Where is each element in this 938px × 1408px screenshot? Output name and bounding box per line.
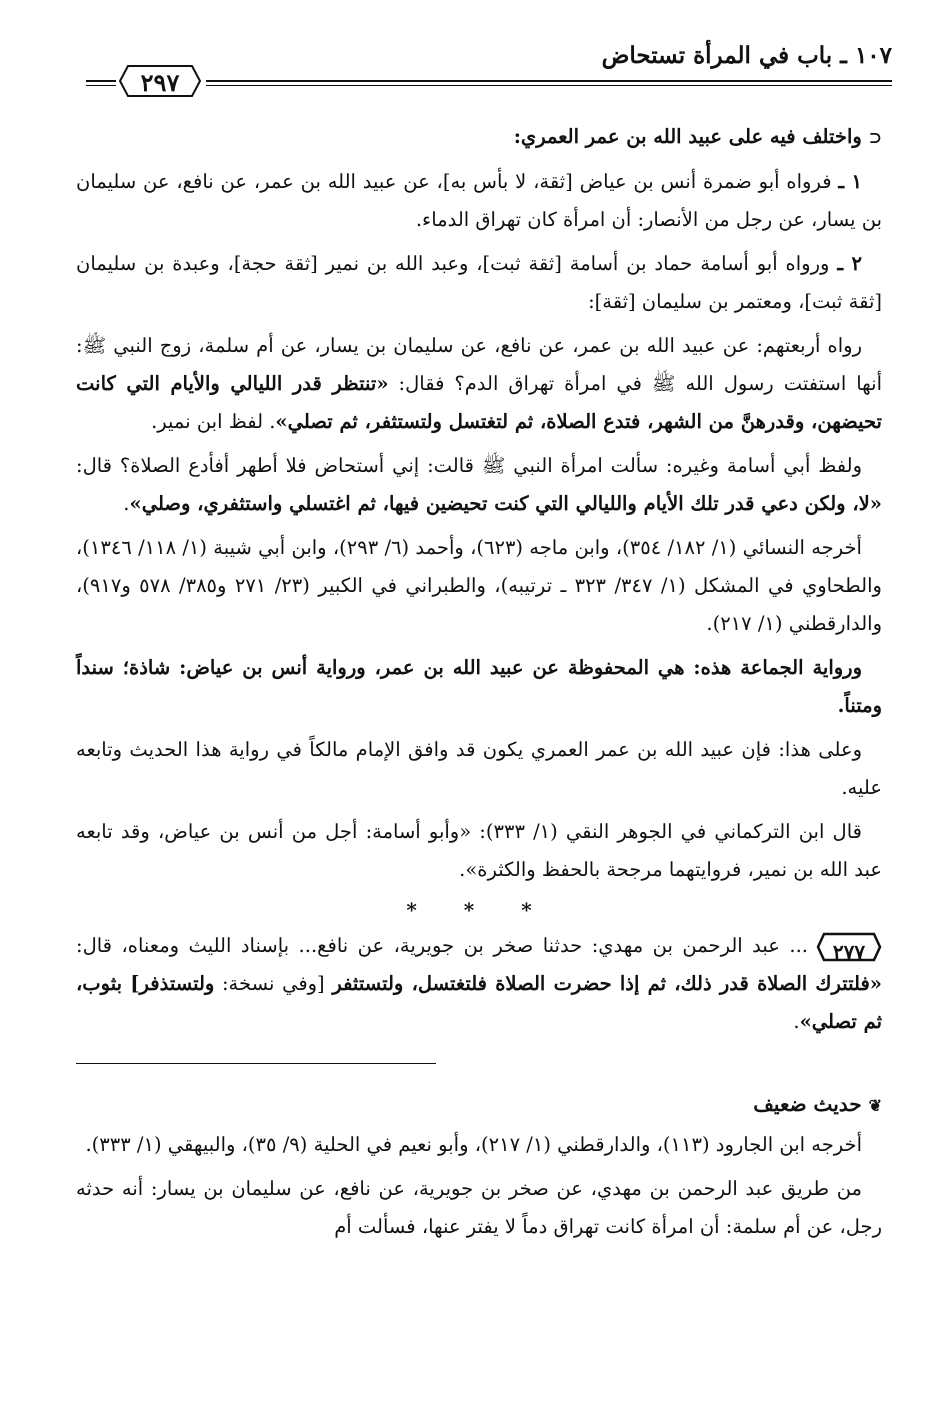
grade-paragraph-2: من طريق عبد الرحمن بن مهدي، عن صخر بن جويرية، عن نافع، عن سليمان بن يسار: أنه حدثه رجل، عن أم سلمة: أن امرأة كانت تهراق دماً لا يفتر عنها، فسألت أم (76, 1177, 882, 1238)
paragraph-3-quote: «تنتظر قدر الليالي والأيام التي كانت تحيضهن، وقدرهنَّ من الشهر، فتدع الصلاة، ثم لتغتسل ولتستثفر، ثم تصلي» (76, 372, 882, 433)
header-rule (206, 80, 892, 82)
paragraph-6 (76, 649, 882, 725)
grade-paragraph-1: أخرجه ابن الجارود (١١٣)، والدارقطني (١/ ٢١٧)، وأبو نعيم في الحلية (٩/ ٣٥)، والبيهقي (١/ ٣٣٣). (85, 1133, 862, 1156)
paragraph-1-text: فرواه أبو ضمرة أنس بن عياض [ثقة، لا بأس به]، عن عبيد الله بن عمر، عن نافع، عن سليمان بن يسار، عن رجل من الأنصار: أن امرأة كان تهراق الدماء. (76, 170, 882, 231)
paragraph-4-text: ولفظ أبي أسامة وغيره: سألت امرأة النبي ﷺ قالت: إني أستحاض فلا أطهر أفأدع الصلاة؟ قال: (76, 454, 862, 477)
page-number-badge (118, 62, 202, 100)
grade-heading (76, 1088, 882, 1122)
grade-marker-icon: ❦ (868, 1096, 882, 1115)
page-number: ٢٩٧ (140, 68, 180, 97)
hadith-number-badge (816, 931, 882, 963)
hadith-277 (76, 927, 882, 1041)
page-body (76, 118, 882, 1252)
paragraph-2-text: ورواه أبو أسامة حماد بن أسامة [ثقة ثبت]، وعبد الله بن نمير [ثقة حجة]، وعبدة بن سليمان [ثقة ثبت]، ومعتمر بن سليمان [ثقة]: (76, 252, 882, 313)
hadith-tail: . (793, 1010, 800, 1033)
header-rule-thin (206, 85, 892, 86)
paragraph-2 (76, 245, 882, 321)
grade-text: حديث ضعيف (753, 1092, 862, 1116)
paragraph-5: أخرجه النسائي (١/ ١٨٢/ ٣٥٤)، وابن ماجه (٦٢٣)، وأحمد (٦/ ٢٩٣)، وابن أبي شيبة (١/ ١١٨/ ١٣٤٦)، والطحاوي في المشكل (١/ ٣٤٧/ ٣٢٣ ـ ترتيبه)، والطبراني في الكبير (٢٣/ ٢٧١ و٣٨٥/ ٥٧٨ و٩١٧)، والدارقطني (١/ ٢١٧). (76, 536, 882, 635)
header-rule-left (86, 80, 116, 82)
paragraph-4-tail: . (123, 492, 130, 515)
page-header (86, 42, 892, 102)
chapter-title: ١٠٧ ـ باب في المرأة تستحاض (601, 42, 892, 69)
paragraph-3-text: رواه أربعتهم: عن عبيد الله بن عمر، عن نافع، عن سليمان بن يسار، عن أم سلمة، زوج النبي ﷺ: أنها استفتت رسول الله ﷺ في امرأة تهراق الدم؟ فقال: (76, 334, 882, 395)
hadith-note: [وفي نسخة: (214, 972, 333, 995)
paragraph-1-number: ١ ـ (838, 170, 862, 193)
hadith-quote-2: ولتستذفر] بثوب، ثم تصلي» (76, 972, 882, 1033)
paragraph-2-number: ٢ ـ (837, 252, 862, 275)
paragraph-1 (76, 163, 882, 239)
paragraph-6-text: ورواية الجماعة هذه: هي المحفوظة عن عبيد الله بن عمر، ورواية أنس بن عياض: شاذة؛ سنداً ومتناً. (76, 656, 882, 717)
section-heading (76, 118, 882, 157)
section-separator: * * * (406, 898, 552, 922)
paragraph-3-tail: . لفظ ابن نمير. (151, 410, 276, 433)
paragraph-7: وعلى هذا: فإن عبيد الله بن عمر العمري يكون قد وافق الإمام مالكاً في رواية هذا الحديث وتابعه عليه. (76, 738, 882, 799)
header-rule-left-thin (86, 85, 116, 86)
hadith-text: ... عبد الرحمن بن مهدي: حدثنا صخر بن جويرية، عن نافع... بإسناد الليث ومعناه، قال: (76, 934, 808, 957)
hadith-number: ٢٧٧ (832, 939, 866, 964)
footnote-divider (76, 1063, 436, 1064)
paragraph-4 (76, 447, 882, 523)
paragraph-8: قال ابن التركماني في الجوهر النقي (١/ ٣٣٣): «وأبو أسامة: أجل من أنس بن عياض، وقد تابعه عبد الله بن نمير، فروايتهما مرجحة بالحفظ والكثرة». (76, 820, 882, 881)
paragraph-3 (76, 327, 882, 441)
paragraph-4-quote: «لا، ولكن دعي قدر تلك الأيام والليالي التي كنت تحيضين فيها، ثم اغتسلي واستثفري، وصلي» (129, 492, 882, 515)
hadith-quote: «فلتترك الصلاة قدر ذلك، ثم إذا حضرت الصلاة فلتغتسل، ولتستثفر (332, 972, 882, 995)
heading-marker-icon: ⊂ (868, 128, 882, 147)
section-heading-text: واختلف فيه على عبيد الله بن عمر العمري: (513, 125, 862, 148)
